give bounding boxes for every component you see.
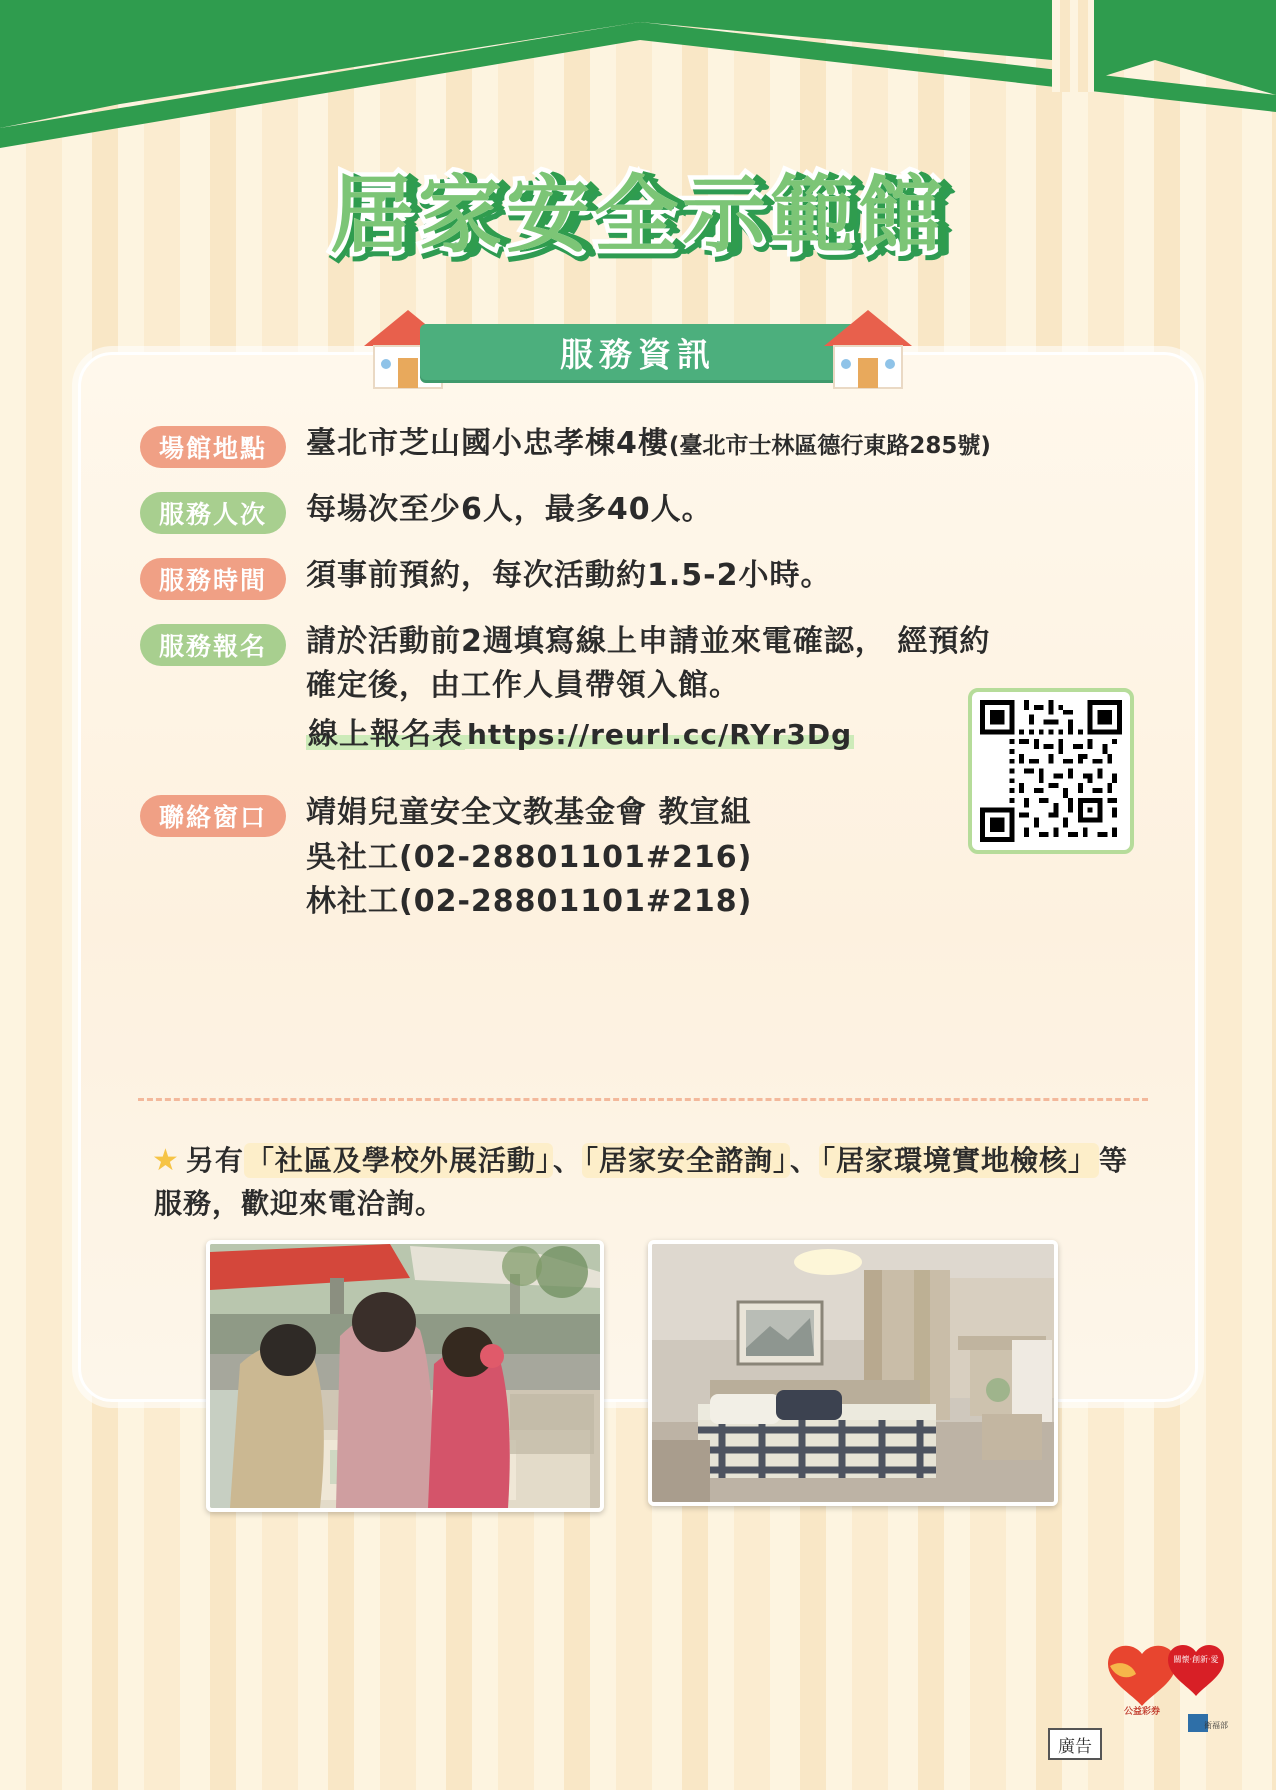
row-value [306,791,752,924]
photo-demo-bedroom [648,1240,1058,1506]
row-tag: 服務報名 [140,624,286,666]
star-icon: ★ [152,1143,180,1178]
note-suffix: 等 [1099,1144,1129,1177]
row-value [306,620,990,757]
qr-code[interactable] [968,688,1134,854]
chimney-stripes [1052,0,1094,92]
note-sep-1: 、 [552,1144,582,1177]
row-value [306,422,991,466]
contact-phone-lin: 林社工(02-28801101#218) [306,883,753,919]
registration-line-2: 確定後，由工作人員帶領入館。 [306,668,740,704]
info-row-duration [140,554,1140,600]
info-row-capacity [140,488,1140,534]
photo-outreach-activity [206,1240,604,1512]
row-tag: 服務人次 [140,492,286,534]
row-tag: 場館地點 [140,426,286,468]
row-value: 須事前預約，每次活動約1.5-2小時。 [306,558,832,593]
poster-title-wrap [0,148,1276,269]
house-icon-right [820,306,916,390]
ad-badge: 廣告 [1048,1728,1102,1760]
row-tag: 服務時間 [140,558,286,600]
note-prefix: 另有 [185,1144,244,1177]
section-header-label: 服務資訊 [420,324,856,380]
svg-text:公益彩券: 公益彩券 [1123,1707,1161,1717]
row-tag: 聯絡窗口 [140,795,286,837]
contact-phone-wu: 吳社工(02-28801101#216) [306,839,753,875]
page-title: 居家安全示範館 [329,166,946,264]
footer-logos [1096,1636,1236,1756]
note-item-2: 「居家安全諮詢」 [583,1144,788,1177]
registration-form-link[interactable]: https://reurl.cc/RYr3Dg [467,717,853,751]
svg-text:關懷·創新·愛: 關懷·創新·愛 [1173,1655,1219,1664]
note-line-2: 服務，歡迎來電洽詢。 [154,1187,445,1220]
location-main: 臺北市芝山國小忠孝棟4樓 [306,426,669,461]
section-header [360,306,916,390]
additional-services-note [152,1138,1152,1225]
svg-text:衛福部: 衛福部 [1204,1721,1228,1730]
contact-org: 靖娟兒童安全文教基金會 教宣組 [306,795,752,831]
info-row-location [140,422,1140,468]
location-address: (臺北市士林區德行東路285號) [668,433,991,459]
dashed-divider [138,1098,1148,1101]
registration-form-label: 線上報名表 [308,716,463,752]
registration-line-1: 請於活動前2週填寫線上申請並來電確認， 經預約 [306,624,991,659]
note-sep-2: 、 [789,1144,819,1177]
note-item-3: 「居家環境實地檢核」 [820,1144,1097,1177]
row-value: 每場次至少6人，最多40人。 [306,492,713,527]
info-rows [140,422,1140,944]
note-item-1: 「社區及學校外展活動」 [245,1144,551,1177]
